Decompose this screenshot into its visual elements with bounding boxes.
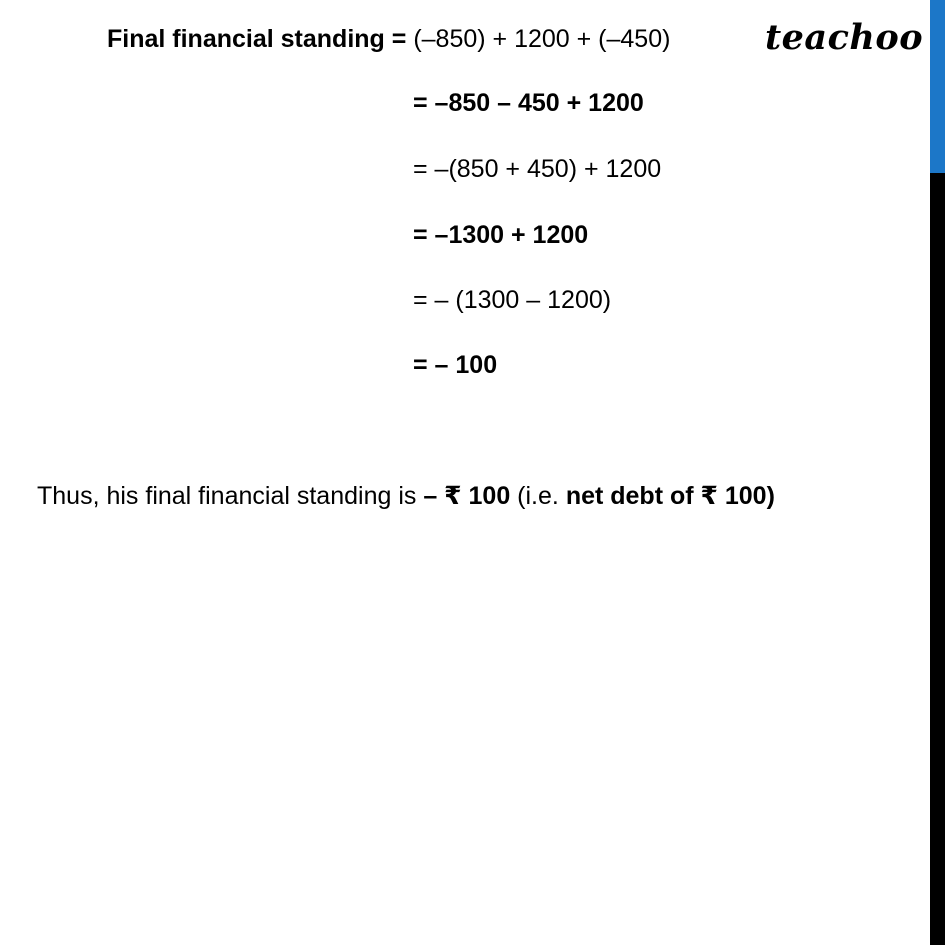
equation-header — [107, 24, 670, 54]
step-1: = –850 – 450 + 1200 — [413, 89, 644, 117]
scrollbar-track[interactable] — [930, 0, 945, 945]
conclusion-amount: – ₹ 100 — [423, 482, 511, 510]
step-3: = –1300 + 1200 — [413, 221, 589, 249]
equation-label: Final financial standing — [107, 25, 385, 53]
step-5: = – 100 — [413, 351, 498, 379]
conclusion-note: net debt of ₹ 100) — [565, 482, 775, 510]
conclusion-sentence — [37, 481, 775, 511]
conclusion-prefix: Thus, his final financial standing is — [37, 482, 424, 510]
equation-expression: (–850) + 1200 + (–450) — [413, 25, 671, 53]
scrollbar-thumb[interactable] — [930, 0, 945, 173]
step-4: = – (1300 – 1200) — [413, 286, 612, 314]
conclusion-middle: (i.e. — [510, 482, 566, 510]
teachoo-logo: teachoo — [765, 17, 924, 58]
step-2: = –(850 + 450) + 1200 — [413, 155, 662, 183]
equals-sign: = — [384, 25, 414, 53]
